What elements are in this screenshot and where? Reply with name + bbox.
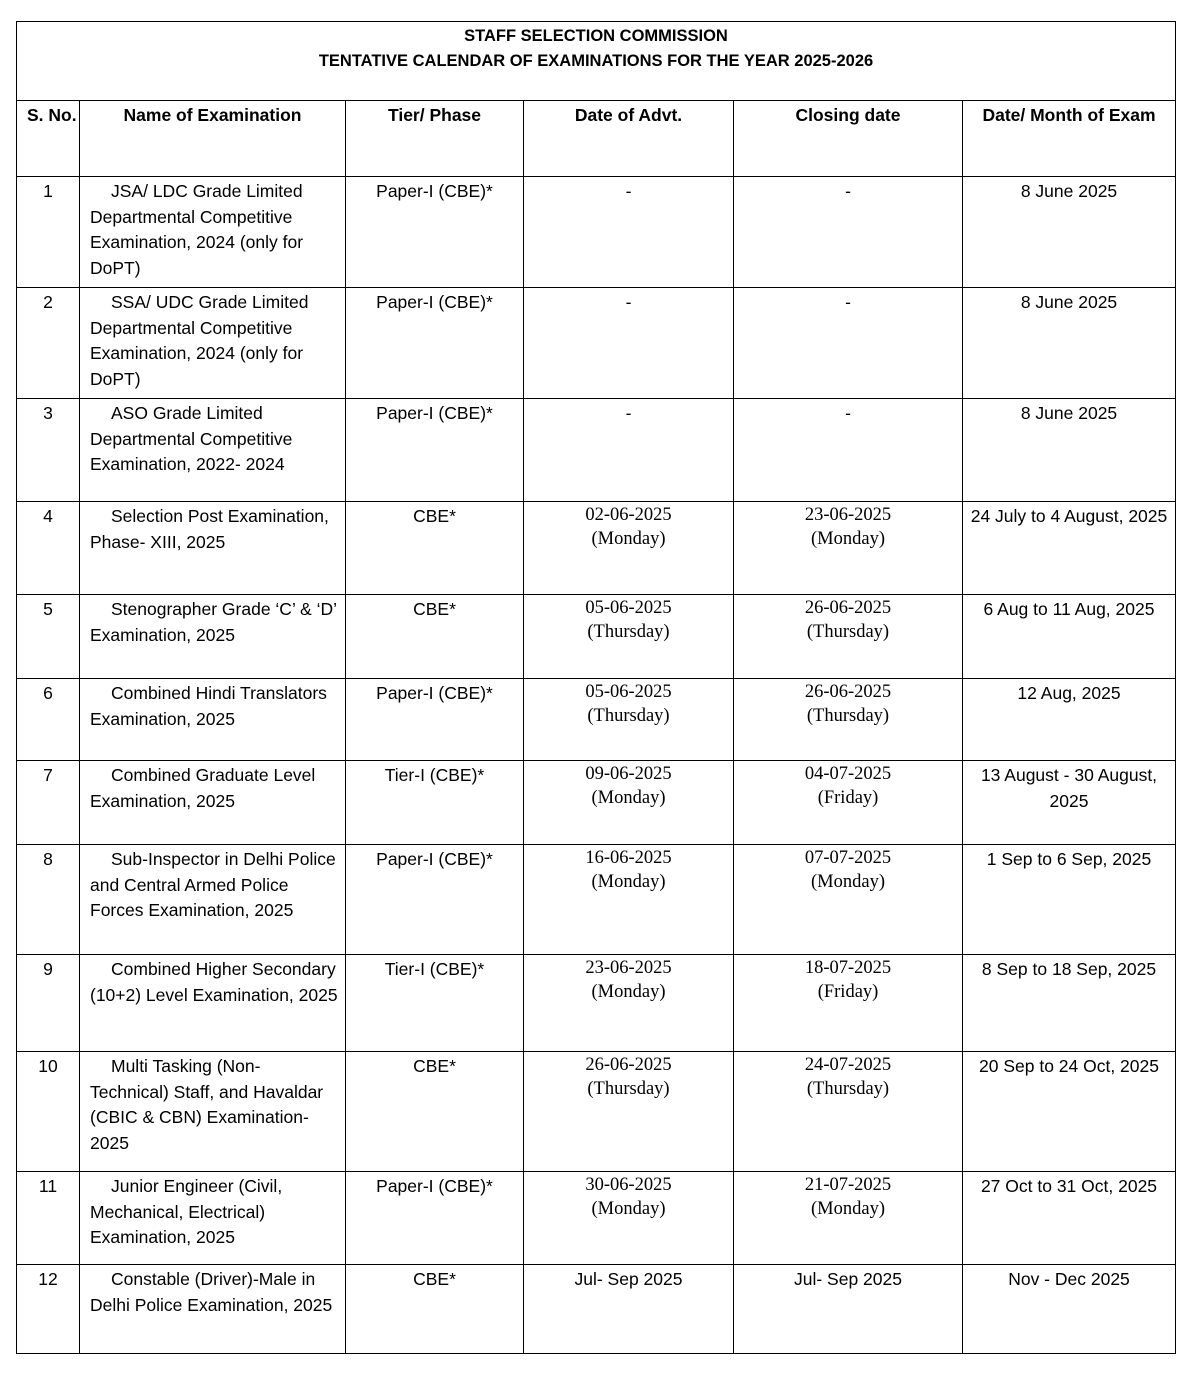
cell-closing-date: Jul- Sep 2025 xyxy=(794,1269,902,1289)
cell-advt xyxy=(524,288,734,399)
cell-advt xyxy=(524,1265,734,1354)
cell-tier-phase: Paper-I (CBE)* xyxy=(346,177,524,288)
cell-sno: 4 xyxy=(17,502,80,595)
cell-advt-date: - xyxy=(625,181,632,201)
cell-tier-phase: Paper-I (CBE)* xyxy=(346,288,524,399)
cell-exam-name: Selection Post Examination, Phase- XIII, 2025 xyxy=(80,502,346,595)
cell-advt-date: 23-06-2025 xyxy=(585,958,672,978)
cell-advt-weekday: (Monday) xyxy=(591,1198,666,1219)
table-row xyxy=(17,595,1176,679)
cell-advt-date: 16-06-2025 xyxy=(585,848,672,868)
cell-sno: 8 xyxy=(17,845,80,955)
cell-closing-weekday: (Thursday) xyxy=(806,705,890,726)
cell-sno: 12 xyxy=(17,1265,80,1354)
cell-advt xyxy=(524,1172,734,1265)
header-closing: Closing date xyxy=(734,101,963,177)
cell-tier-phase: CBE* xyxy=(346,595,524,679)
cell-exam-name: SSA/ UDC Grade Limited Departmental Competitive Examination, 2024 (only for DoPT) xyxy=(80,288,346,399)
cell-sno: 5 xyxy=(17,595,80,679)
cell-closing-date: - xyxy=(845,403,851,423)
cell-closing xyxy=(734,1265,963,1354)
cell-advt-date: 05-06-2025 xyxy=(585,598,672,618)
cell-closing xyxy=(734,1172,963,1265)
header-name: Name of Examination xyxy=(80,101,346,177)
cell-exam-name: Multi Tasking (Non-Technical) Staff, and Havaldar (CBIC & CBN) Examination-2025 xyxy=(80,1052,346,1172)
cell-closing-date: 21-07-2025 xyxy=(804,1175,892,1195)
cell-tier-phase: Paper-I (CBE)* xyxy=(346,399,524,502)
cell-advt-date: 26-06-2025 xyxy=(585,1055,672,1075)
table-row xyxy=(17,679,1176,761)
cell-exam-name: ASO Grade Limited Departmental Competitive Examination, 2022- 2024 xyxy=(80,399,346,502)
table-row xyxy=(17,399,1176,502)
cell-exam-date: 8 June 2025 xyxy=(963,288,1176,399)
cell-sno: 1 xyxy=(17,177,80,288)
table-row xyxy=(17,845,1176,955)
header-advt: Date of Advt. xyxy=(524,101,734,177)
cell-advt-weekday: (Thursday) xyxy=(587,705,670,726)
table-row xyxy=(17,288,1176,399)
header-tier: Tier/ Phase xyxy=(346,101,524,177)
cell-closing-date: 26-06-2025 xyxy=(804,598,892,618)
table-row xyxy=(17,955,1176,1052)
cell-advt xyxy=(524,1052,734,1172)
cell-closing-date: 23-06-2025 xyxy=(804,505,892,525)
title-line-2: TENTATIVE CALENDAR OF EXAMINATIONS FOR THE YEAR 2025-2026 xyxy=(318,52,874,70)
cell-advt-date: 30-06-2025 xyxy=(585,1175,672,1195)
cell-tier-phase: Tier-I (CBE)* xyxy=(346,761,524,845)
cell-exam-name: Sub-Inspector in Delhi Police and Central Armed Police Forces Examination, 2025 xyxy=(80,845,346,955)
cell-closing xyxy=(734,595,963,679)
cell-exam-name: Stenographer Grade ‘C’ & ‘D’ Examination, 2025 xyxy=(80,595,346,679)
cell-advt-date: - xyxy=(625,403,632,423)
title-line-1: STAFF SELECTION COMMISSION xyxy=(464,27,728,45)
cell-closing-date: 18-07-2025 xyxy=(804,958,892,978)
table-row xyxy=(17,177,1176,288)
title-row xyxy=(17,22,1176,101)
cell-advt-date: 05-06-2025 xyxy=(585,682,672,702)
table-row xyxy=(17,502,1176,595)
cell-closing xyxy=(734,502,963,595)
cell-sno: 10 xyxy=(17,1052,80,1172)
cell-sno: 11 xyxy=(17,1172,80,1265)
cell-sno: 7 xyxy=(17,761,80,845)
cell-closing-date: - xyxy=(845,181,851,201)
cell-exam-name: Combined Graduate Level Examination, 2025 xyxy=(80,761,346,845)
cell-exam-name: Combined Higher Secondary (10+2) Level Examination, 2025 xyxy=(80,955,346,1052)
cell-advt xyxy=(524,595,734,679)
table-row xyxy=(17,1172,1176,1265)
cell-advt-weekday: (Monday) xyxy=(591,871,666,892)
cell-advt xyxy=(524,502,734,595)
cell-closing-weekday: (Friday) xyxy=(817,981,879,1002)
cell-advt xyxy=(524,845,734,955)
cell-exam-date: 8 June 2025 xyxy=(963,177,1176,288)
cell-advt xyxy=(524,679,734,761)
cell-closing-weekday: (Monday) xyxy=(811,1198,885,1219)
cell-advt-date: 09-06-2025 xyxy=(585,764,672,784)
cell-closing-weekday: (Thursday) xyxy=(806,1078,890,1099)
header-row xyxy=(17,101,1176,177)
cell-closing xyxy=(734,288,963,399)
cell-advt-date: 02-06-2025 xyxy=(585,505,672,525)
cell-advt-date: - xyxy=(625,292,632,312)
cell-exam-name: Junior Engineer (Civil, Mechanical, Electrical) Examination, 2025 xyxy=(80,1172,346,1265)
cell-exam-date: 20 Sep to 24 Oct, 2025 xyxy=(963,1052,1176,1172)
cell-advt xyxy=(524,955,734,1052)
cell-exam-name: JSA/ LDC Grade Limited Departmental Competitive Examination, 2024 (only for DoPT) xyxy=(80,177,346,288)
exam-calendar-document xyxy=(16,21,1175,1354)
header-sno: S. No. xyxy=(17,101,80,177)
cell-advt-weekday: (Monday) xyxy=(591,981,666,1002)
cell-closing xyxy=(734,679,963,761)
table-row xyxy=(17,1265,1176,1354)
cell-closing-weekday: (Monday) xyxy=(811,528,885,549)
cell-closing-date: 24-07-2025 xyxy=(804,1055,892,1075)
cell-tier-phase: CBE* xyxy=(346,1052,524,1172)
cell-closing-date: 26-06-2025 xyxy=(804,682,892,702)
cell-closing xyxy=(734,761,963,845)
cell-closing-date: 04-07-2025 xyxy=(804,764,892,784)
cell-advt-date: Jul- Sep 2025 xyxy=(574,1269,683,1289)
cell-exam-name: Combined Hindi Translators Examination, 2025 xyxy=(80,679,346,761)
cell-exam-date: 27 Oct to 31 Oct, 2025 xyxy=(963,1172,1176,1265)
cell-advt xyxy=(524,399,734,502)
cell-closing xyxy=(734,845,963,955)
cell-sno: 2 xyxy=(17,288,80,399)
cell-exam-date: 6 Aug to 11 Aug, 2025 xyxy=(963,595,1176,679)
cell-tier-phase: Paper-I (CBE)* xyxy=(346,845,524,955)
cell-sno: 6 xyxy=(17,679,80,761)
cell-exam-date: 24 July to 4 August, 2025 xyxy=(963,502,1176,595)
cell-closing-weekday: (Friday) xyxy=(817,787,879,808)
cell-tier-phase: CBE* xyxy=(346,1265,524,1354)
cell-closing xyxy=(734,177,963,288)
cell-closing-weekday: (Thursday) xyxy=(806,621,890,642)
cell-exam-date: 12 Aug, 2025 xyxy=(963,679,1176,761)
cell-advt xyxy=(524,761,734,845)
cell-tier-phase: Tier-I (CBE)* xyxy=(346,955,524,1052)
cell-exam-date: 8 Sep to 18 Sep, 2025 xyxy=(963,955,1176,1052)
header-exam-date: Date/ Month of Exam xyxy=(963,101,1176,177)
cell-advt xyxy=(524,177,734,288)
document-title xyxy=(17,22,1176,101)
table-row xyxy=(17,1052,1176,1172)
cell-tier-phase: Paper-I (CBE)* xyxy=(346,679,524,761)
table-body xyxy=(17,177,1176,1354)
cell-closing xyxy=(734,1052,963,1172)
cell-exam-name: Constable (Driver)-Male in Delhi Police Examination, 2025 xyxy=(80,1265,346,1354)
cell-tier-phase: CBE* xyxy=(346,502,524,595)
cell-closing-date: - xyxy=(845,292,851,312)
table-row xyxy=(17,761,1176,845)
cell-exam-date: Nov - Dec 2025 xyxy=(963,1265,1176,1354)
cell-tier-phase: Paper-I (CBE)* xyxy=(346,1172,524,1265)
cell-closing xyxy=(734,399,963,502)
cell-closing-weekday: (Monday) xyxy=(811,871,885,892)
exam-calendar-table xyxy=(16,21,1176,1354)
cell-advt-weekday: (Thursday) xyxy=(587,621,670,642)
cell-advt-weekday: (Monday) xyxy=(591,528,666,549)
cell-closing-date: 07-07-2025 xyxy=(804,848,892,868)
cell-exam-date: 1 Sep to 6 Sep, 2025 xyxy=(963,845,1176,955)
cell-exam-date: 8 June 2025 xyxy=(963,399,1176,502)
cell-sno: 3 xyxy=(17,399,80,502)
cell-exam-date: 13 August - 30 August, 2025 xyxy=(963,761,1176,845)
cell-advt-weekday: (Thursday) xyxy=(587,1078,670,1099)
cell-sno: 9 xyxy=(17,955,80,1052)
cell-advt-weekday: (Monday) xyxy=(591,787,666,808)
cell-closing xyxy=(734,955,963,1052)
